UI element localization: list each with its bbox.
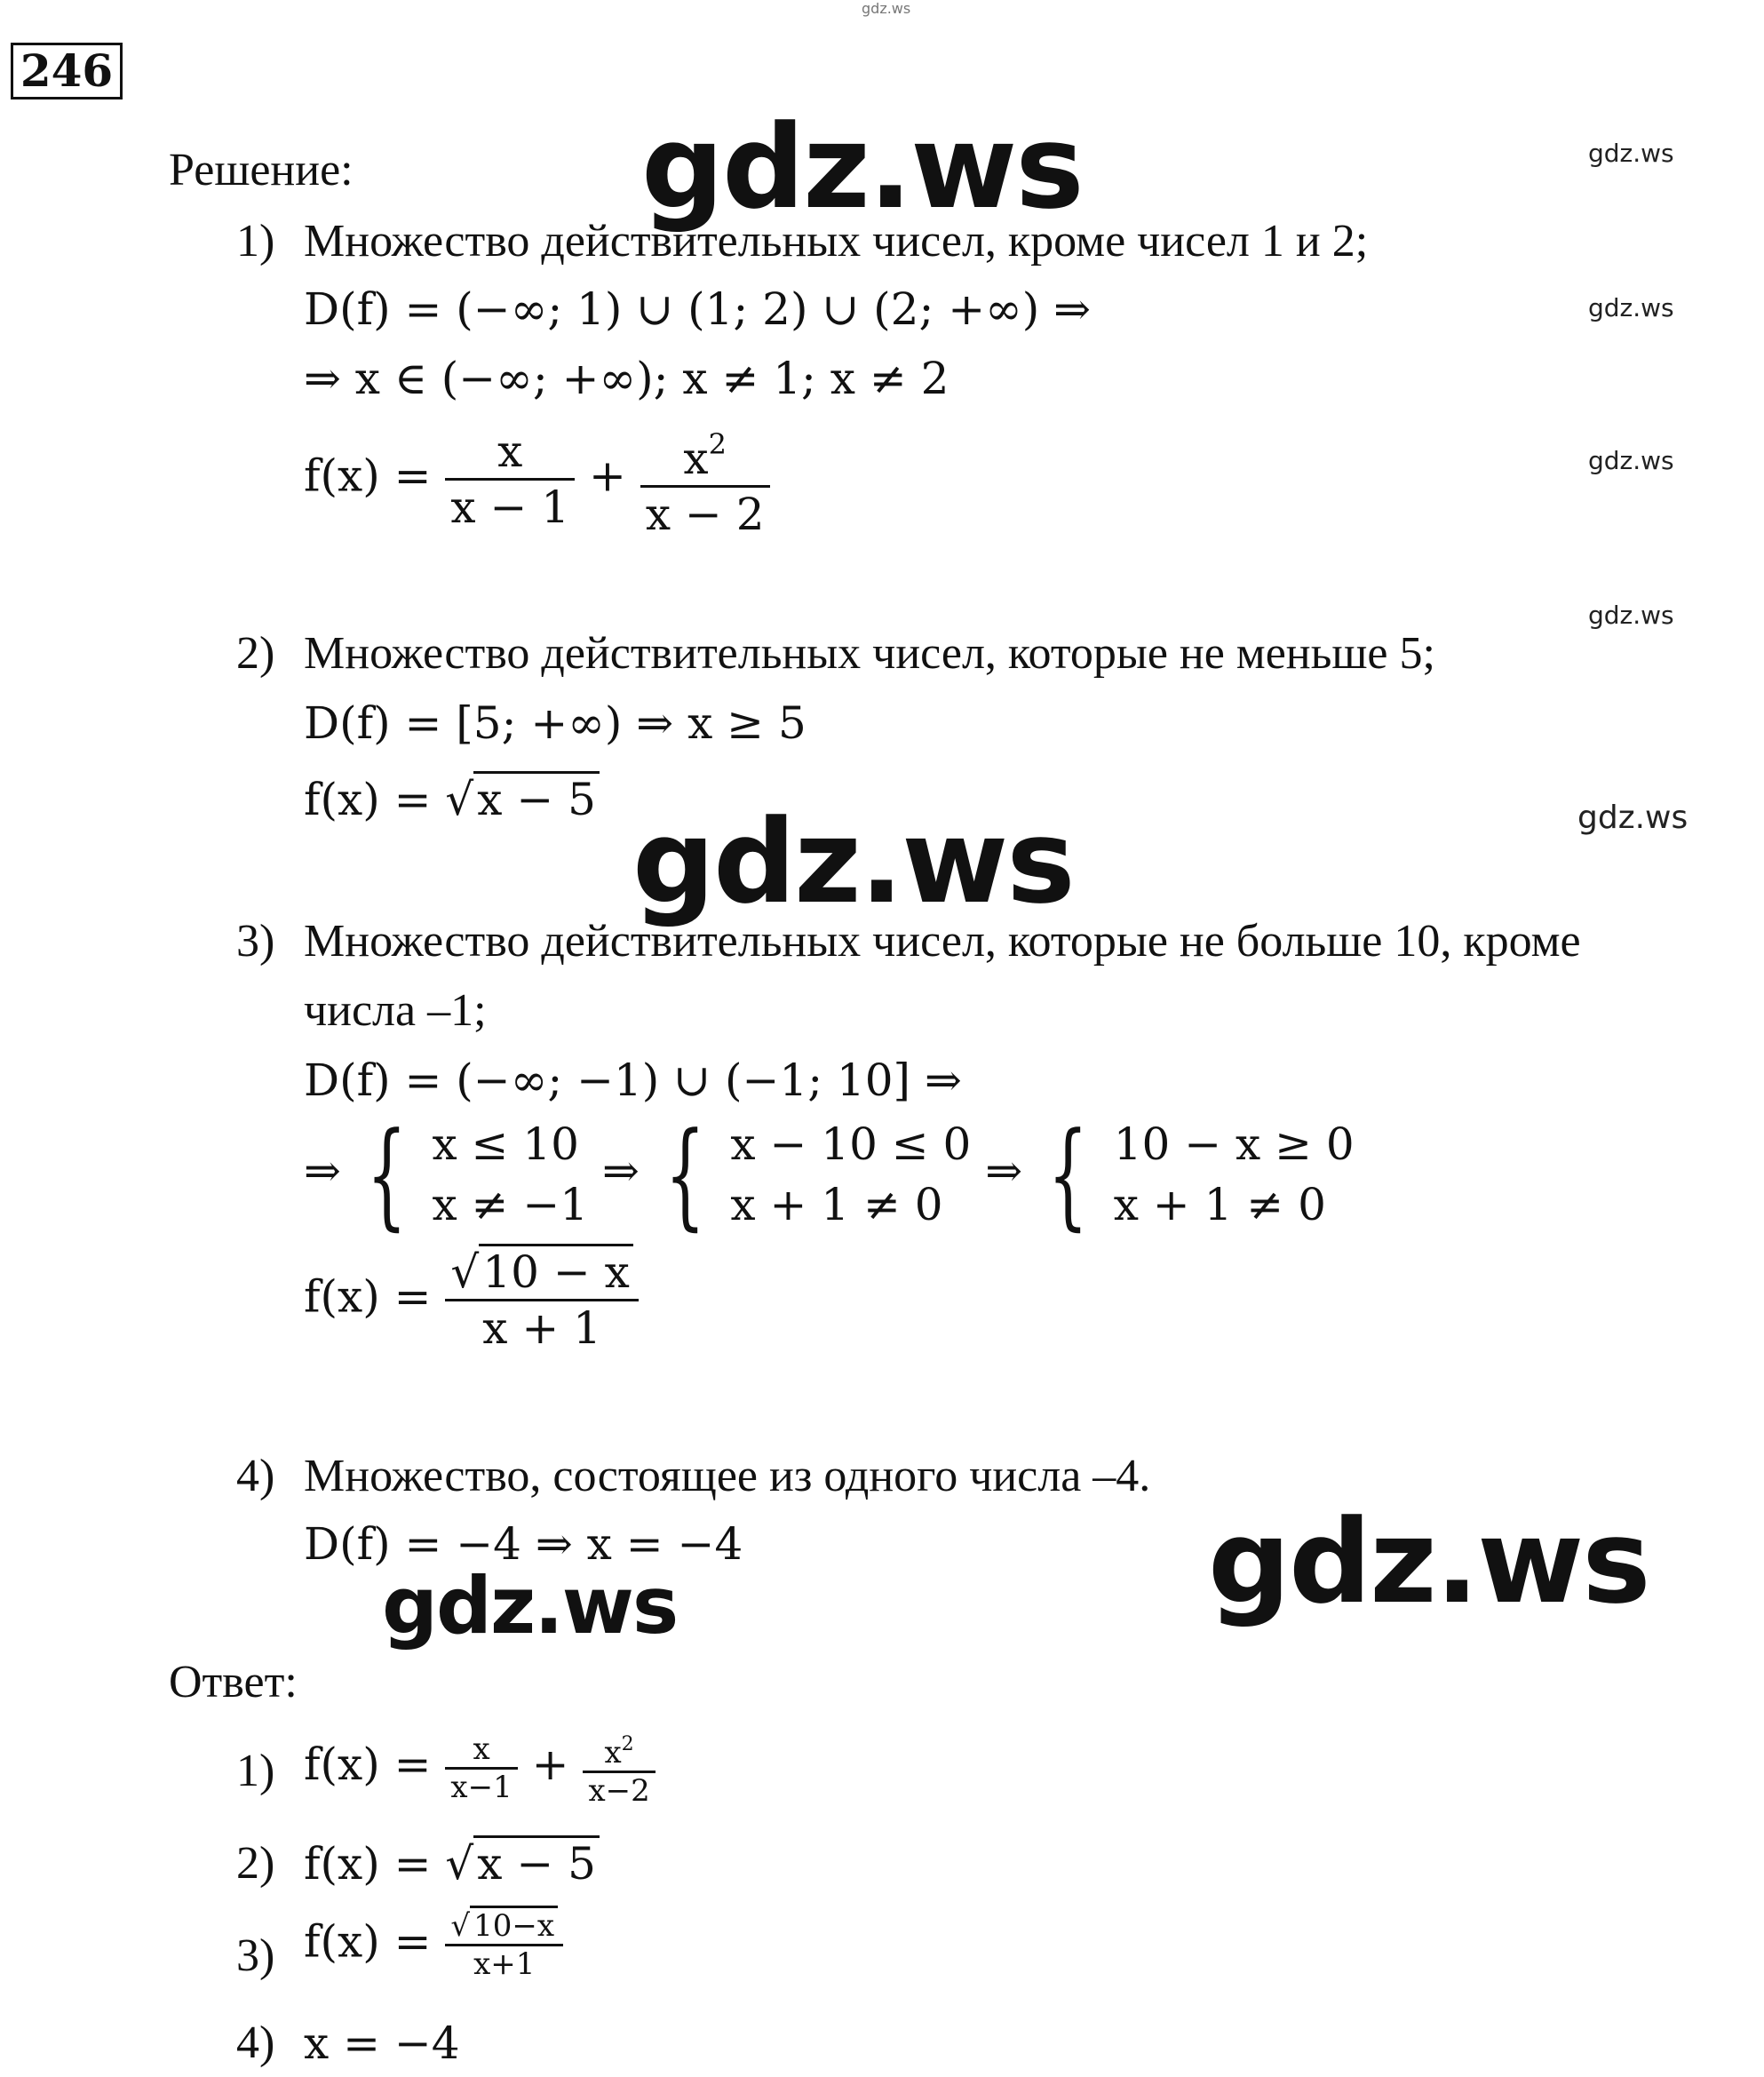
plus-sign: + <box>589 450 626 502</box>
left-brace: { <box>366 1107 407 1242</box>
implies-arrow: ⇒ <box>304 1145 341 1197</box>
left-brace: { <box>664 1107 705 1242</box>
system-1: x ≤ 10 x ≠ −1 <box>432 1118 589 1230</box>
item-2-function <box>304 773 600 826</box>
solution-label: Решение: <box>169 145 354 195</box>
system-2: x − 10 ≤ 0 x + 1 ≠ 0 <box>730 1118 972 1230</box>
item-3-domain: D(f) = (−∞; −1) ∪ (−1; 10] ⇒ <box>304 1054 962 1106</box>
answer-3-expr: f(x) = $\frac{√ 10-x}{x+1}$ <box>304 1908 563 1982</box>
item-1-text: Множество действительных чисел, кроме чисел 1 и 2; <box>304 216 1369 267</box>
item-4-text: Множество, состоящее из одного числа –4. <box>304 1451 1151 1501</box>
item-3-text-line1: Множество действительных чисел, которые не больше 10, кроме <box>304 916 1581 967</box>
sqrt-expression: √x − 5 <box>445 773 600 826</box>
answer-1-number: 1) <box>236 1746 275 1796</box>
left-brace: { <box>1047 1107 1089 1242</box>
answer-4-expr: x = −4 <box>304 2017 460 2069</box>
item-2-text: Множество действительных чисел, которые не меньше 5; <box>304 628 1435 679</box>
watermark-small-5: gdz.ws <box>1577 800 1689 836</box>
answer-2-expr: f(x) = √x − 5 <box>304 1837 600 1890</box>
f-label: f(x) = <box>304 774 432 825</box>
answer-1-expr: f(x) = $\frac{x}{x-1}$ + $\frac{x^2}{x-2}$ <box>304 1727 656 1809</box>
numerator: x <box>445 425 575 481</box>
implies-arrow: ⇒ <box>601 1145 640 1197</box>
watermark-small-3: gdz.ws <box>1588 446 1674 475</box>
item-2-domain: D(f) = [5; +∞) ⇒ x ≥ 5 <box>304 697 807 749</box>
item-1-number: 1) <box>236 216 275 267</box>
item-4-number: 4) <box>236 1451 275 1501</box>
answer-2-number: 2) <box>236 1838 275 1889</box>
watermark-small-4: gdz.ws <box>1588 601 1674 630</box>
item-2-number: 2) <box>236 628 275 679</box>
item-3-text-line2: числа –1; <box>304 985 487 1036</box>
item-3-number: 3) <box>236 916 275 967</box>
answer-fraction-1: $\frac{x}{x-1}$ <box>445 1731 517 1805</box>
watermark-small-2: gdz.ws <box>1588 293 1674 322</box>
item-1-function <box>304 418 770 541</box>
item-1-condition: ⇒ x ∈ (−∞; +∞); x ≠ 1; x ≠ 2 <box>304 353 950 404</box>
watermark-big-2: gdz.ws <box>632 794 1074 929</box>
answer-label: Ответ: <box>169 1657 298 1707</box>
f-label: f(x) = <box>304 450 432 502</box>
item-1-domain: D(f) = (−∞; 1) ∪ (1; 2) ∪ (2; +∞) ⇒ <box>304 283 1092 335</box>
answer-fraction-2: $\frac{x^2}{x-2}$ <box>583 1727 655 1809</box>
numerator: √10 − x <box>445 1245 638 1301</box>
watermark-small-1: gdz.ws <box>1588 139 1674 168</box>
numerator: $x^2$ <box>640 418 770 488</box>
item-3-systems <box>304 1107 1355 1242</box>
watermark-big-4: gdz.ws <box>382 1560 678 1651</box>
denominator: x + 1 <box>482 1302 601 1354</box>
answer-fraction-3: $\frac{√ 10-x}{x+1}$ <box>445 1908 563 1982</box>
fraction-x2-over-x-minus-2 <box>640 418 770 541</box>
item-4-domain: D(f) = −4 ⇒ x = −4 <box>304 1518 743 1570</box>
system-3: 10 − x ≥ 0 x + 1 ≠ 0 <box>1113 1118 1355 1230</box>
item-3-function <box>304 1245 639 1355</box>
denominator: x − 2 <box>645 489 765 540</box>
task-number-box: 246 <box>11 43 123 99</box>
fraction-sqrt-over-x-plus-1 <box>445 1245 638 1355</box>
fraction-x-over-x-minus-1 <box>445 425 575 534</box>
answer-3-number: 3) <box>236 1930 275 1981</box>
header-watermark: gdz.ws <box>862 0 911 17</box>
watermark-big-1: gdz.ws <box>641 99 1083 235</box>
implies-arrow: ⇒ <box>985 1145 1023 1197</box>
watermark-big-3: gdz.ws <box>1208 1494 1649 1629</box>
denominator: x − 1 <box>450 481 570 533</box>
answer-4-number: 4) <box>236 2017 275 2068</box>
f-label: f(x) = <box>304 1270 432 1323</box>
